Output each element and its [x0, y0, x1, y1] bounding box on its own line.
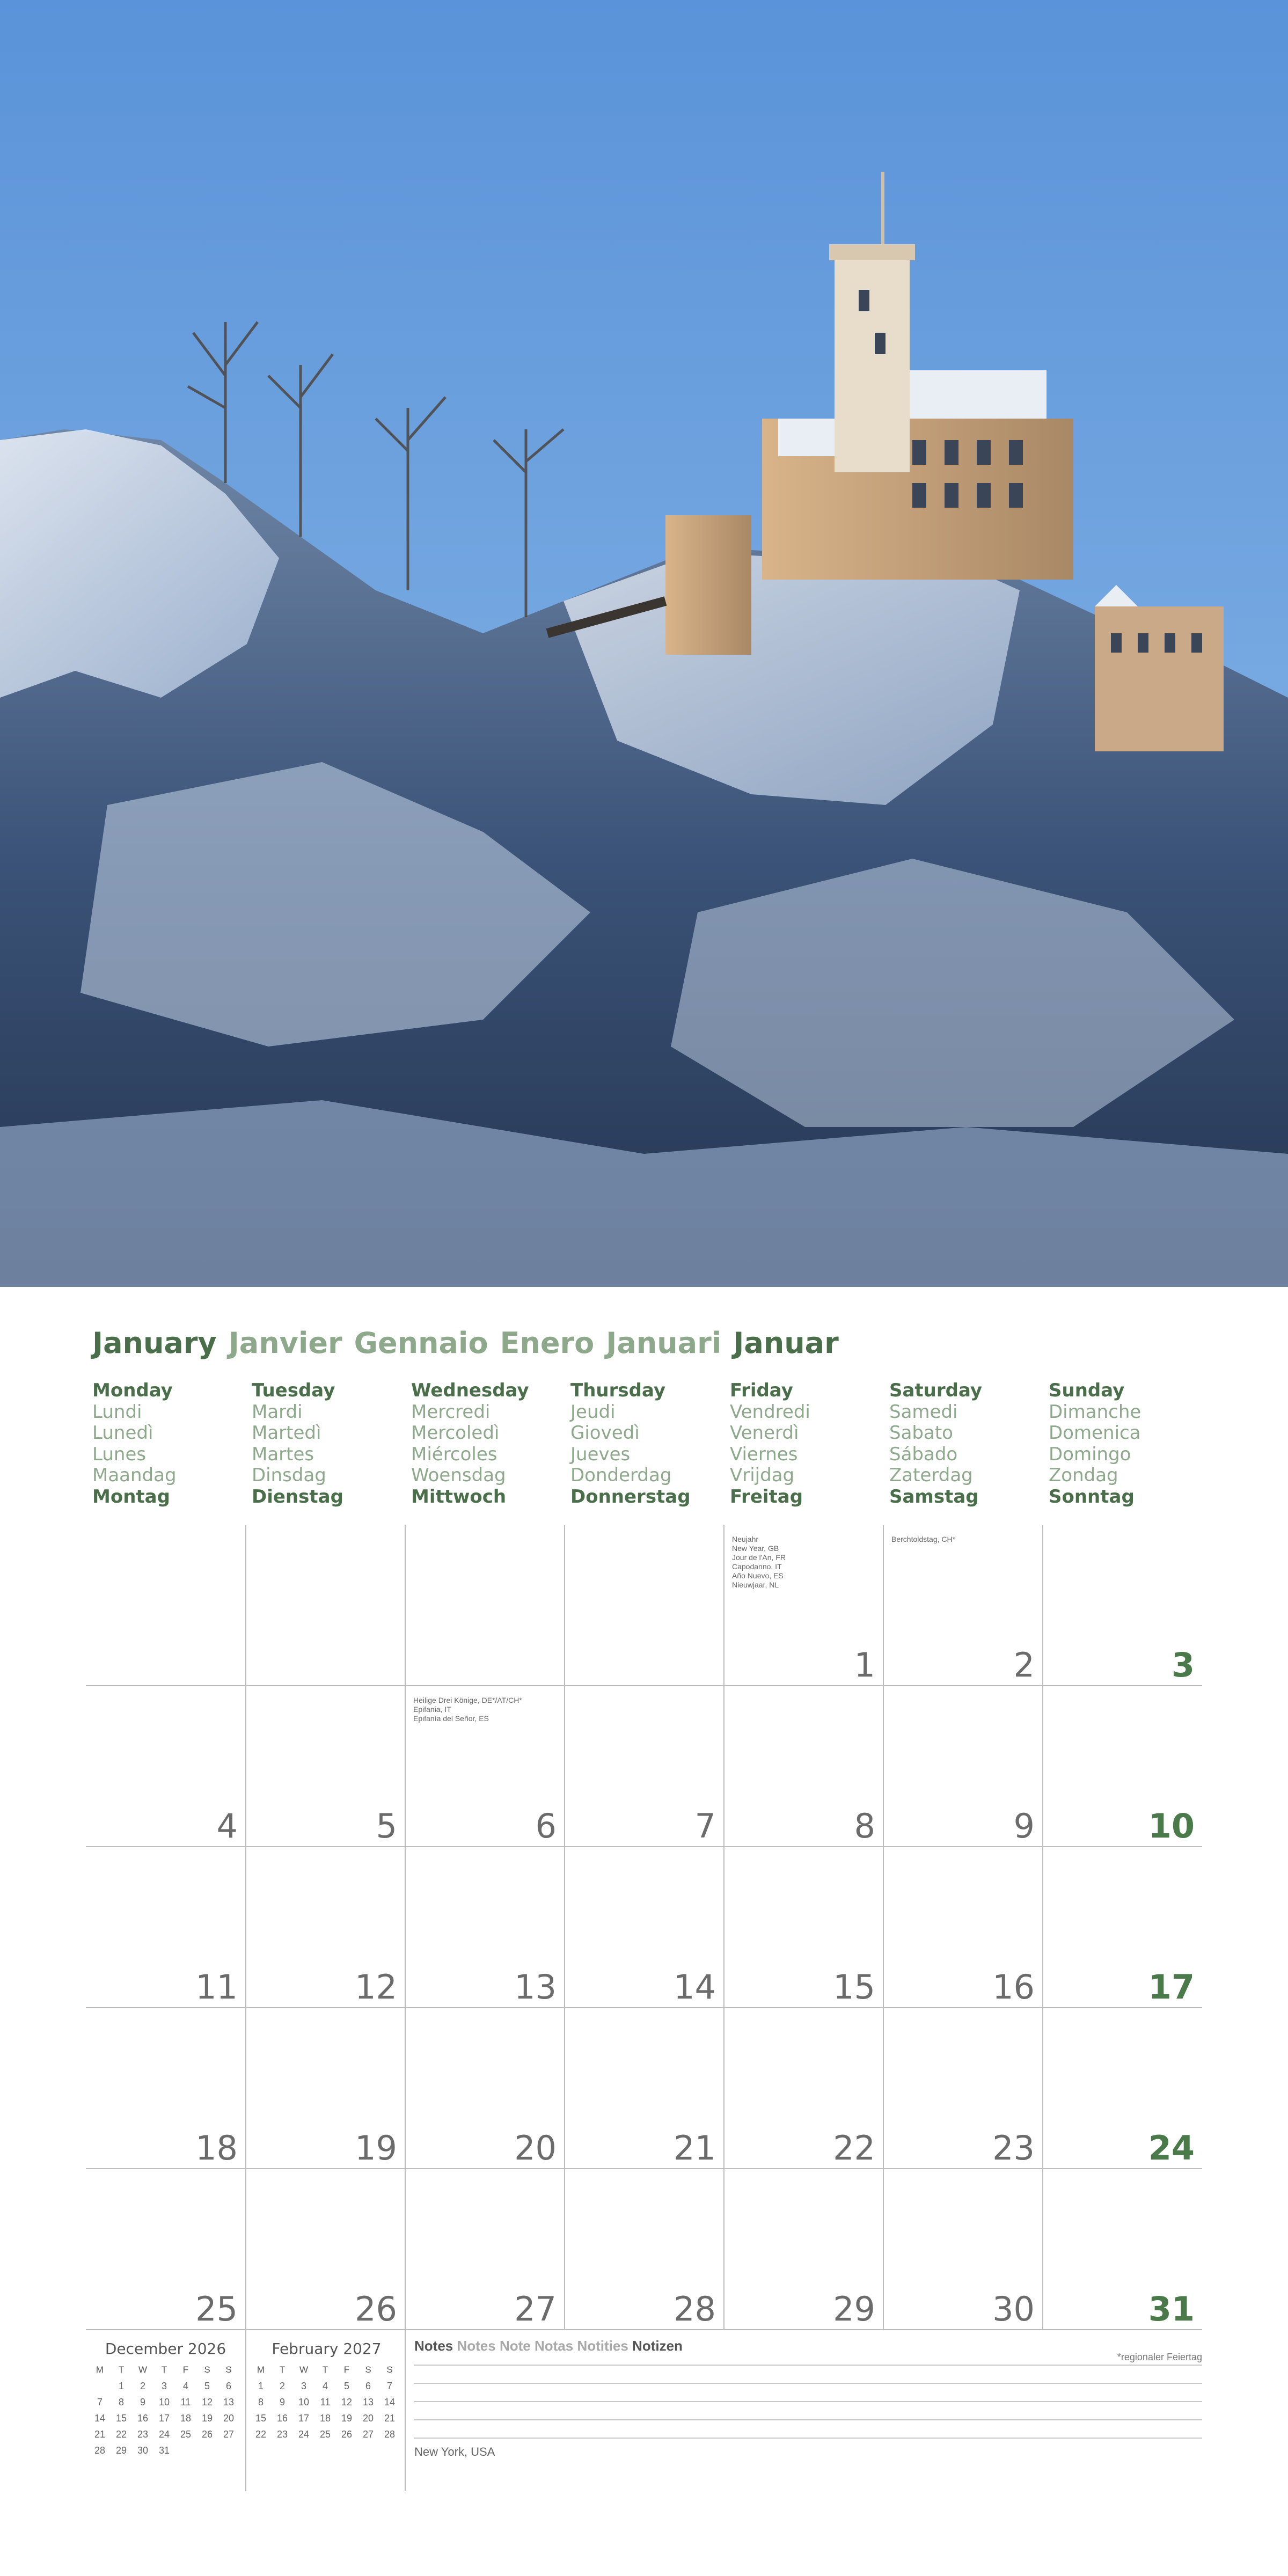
holiday-line: Heilige Drei Könige, DE*/AT/CH* [413, 1696, 522, 1704]
day-cell [245, 1525, 405, 1686]
notes-label: Notities [577, 2338, 628, 2354]
weekday-name-es: Domingo [1049, 1443, 1131, 1465]
mini-calendar-day: 1 [258, 2380, 264, 2391]
mini-calendar-day: 12 [341, 2396, 353, 2407]
notes-line [414, 2365, 1202, 2366]
weekday-name-nl: Maandag [92, 1465, 177, 1486]
holiday-line: Año Nuevo, ES [732, 1571, 784, 1580]
mini-calendar-previous [86, 2340, 245, 2458]
mini-calendar-day: 2 [279, 2380, 285, 2391]
holiday-line: Epifanía del Señor, ES [413, 1714, 489, 1723]
mini-calendar-weekday: S [365, 2365, 371, 2375]
mini-calendar-weekday: W [138, 2365, 148, 2375]
day-cell [86, 2169, 245, 2330]
mini-calendar-title: December 2026 [105, 2340, 226, 2358]
mini-calendar-day: 24 [298, 2428, 310, 2440]
day-cell [245, 1686, 405, 1847]
mini-calendar-day: 23 [137, 2428, 149, 2440]
mini-calendar-day: 2 [140, 2380, 145, 2391]
mini-calendar-day: 25 [319, 2428, 331, 2440]
weekday-column [883, 1380, 1042, 1507]
weekday-name-fr: Vendredi [730, 1401, 810, 1423]
day-cell [723, 1847, 883, 2008]
holiday-line: Neujahr [732, 1535, 759, 1543]
day-cell [883, 1847, 1042, 2008]
mini-calendar-row [89, 2410, 239, 2426]
mini-calendar-row [250, 2410, 400, 2426]
mini-calendar-day: 8 [258, 2396, 264, 2407]
mini-calendar-row [89, 2378, 239, 2394]
mini-calendar-day: 26 [341, 2428, 353, 2440]
weekday-name-es: Jueves [570, 1443, 631, 1465]
holiday-line: New Year, GB [732, 1544, 779, 1553]
day-cell [405, 1847, 564, 2008]
weekday-name-nl: Zondag [1049, 1465, 1118, 1486]
weekday-name-fr: Jeudi [570, 1401, 616, 1423]
photo-caption: New York, USA [414, 2445, 495, 2458]
mini-calendar-header-row [89, 2362, 239, 2378]
weekday-name-it: Martedì [252, 1422, 321, 1444]
day-cell [1042, 2169, 1202, 2330]
mini-calendar-row [89, 2442, 239, 2458]
weekday-name-it: Mercoledì [411, 1422, 500, 1444]
notes-line [414, 2419, 1202, 2420]
mini-calendar-day: 3 [301, 2380, 306, 2391]
notes-label: Notes [414, 2338, 453, 2354]
mini-calendar-day [175, 2442, 196, 2458]
day-cell [883, 2169, 1042, 2330]
mini-calendar-day: 20 [362, 2412, 374, 2424]
weekday-name-nl: Dinsdag [252, 1465, 326, 1486]
footnote: *regionaler Feiertag [1117, 2352, 1202, 2362]
castle-photo [0, 0, 1288, 1287]
notes-area [414, 2338, 1202, 2477]
day-number: 7 [694, 1806, 716, 1846]
mini-calendar-table [250, 2362, 400, 2442]
weekday-name-de: Mittwoch [411, 1485, 507, 1507]
holiday-line: Jour de l'An, FR [732, 1553, 786, 1562]
mini-calendar-row [89, 2426, 239, 2442]
mini-calendar-row [250, 2394, 400, 2410]
mini-calendar-day: 27 [223, 2428, 235, 2440]
mini-calendar-day: 24 [158, 2428, 170, 2440]
mini-calendar-day: 22 [115, 2428, 127, 2440]
weekday-name-es: Martes [252, 1443, 314, 1465]
weekday-name-en: Saturday [889, 1380, 983, 1401]
mini-calendar-day: 3 [161, 2380, 167, 2391]
mini-calendar-weekday: M [257, 2365, 265, 2375]
mini-calendar-day: 31 [158, 2445, 170, 2456]
day-number: 13 [514, 1967, 557, 2007]
weekday-name-de: Dienstag [252, 1485, 343, 1507]
day-cell [883, 2008, 1042, 2169]
day-number: 10 [1148, 1806, 1195, 1846]
mini-calendar-day: 5 [343, 2380, 349, 2391]
weekday-name-es: Miércoles [411, 1443, 497, 1465]
weekday-name-fr: Mercredi [411, 1401, 491, 1423]
mini-calendar-weekday: T [118, 2365, 125, 2375]
mini-calendar-weekday: S [386, 2365, 393, 2375]
mini-calendar-day: 5 [204, 2380, 210, 2391]
day-number: 15 [833, 1967, 875, 2007]
day-cell [723, 2008, 883, 2169]
day-number: 9 [1013, 1806, 1035, 1846]
weekday-name-es: Sábado [889, 1443, 958, 1465]
mini-calendar-weekday: T [279, 2365, 286, 2375]
mini-calendar-weekday: M [96, 2365, 104, 2375]
day-cell [883, 1686, 1042, 1847]
day-cell [245, 2008, 405, 2169]
day-number: 22 [833, 2128, 875, 2168]
mini-calendar-day [218, 2442, 239, 2458]
mini-calendar-weekday: W [299, 2365, 309, 2375]
mini-calendar-day: 16 [276, 2412, 288, 2424]
day-number: 20 [514, 2128, 557, 2168]
weekday-name-it: Giovedì [570, 1422, 640, 1444]
day-number: 3 [1171, 1645, 1195, 1685]
day-number: 6 [535, 1806, 557, 1846]
month-de: Januar [733, 1326, 839, 1360]
bottom-area [86, 2330, 1202, 2491]
mini-calendar-table [89, 2362, 239, 2458]
mini-calendar-day: 26 [201, 2428, 213, 2440]
mini-calendar-day: 28 [94, 2445, 106, 2456]
mini-calendar-day: 17 [298, 2412, 310, 2424]
day-number: 28 [674, 2289, 716, 2329]
mini-calendar-day: 22 [255, 2428, 267, 2440]
weekday-column [564, 1380, 723, 1507]
day-cell [564, 2008, 723, 2169]
mini-calendar-day: 27 [362, 2428, 374, 2440]
day-cell [723, 1525, 883, 1686]
mini-calendar-day: 17 [158, 2412, 170, 2424]
day-number: 16 [992, 1967, 1035, 2007]
mini-calendar-day: 25 [180, 2428, 192, 2440]
holiday-line: Epifania, IT [413, 1705, 451, 1714]
day-cell [405, 2008, 564, 2169]
mini-calendar-weekday: S [225, 2365, 232, 2375]
day-cell [723, 2169, 883, 2330]
mini-calendar-day: 20 [223, 2412, 235, 2424]
mini-calendar-weekday: T [322, 2365, 328, 2375]
mini-calendar-header-row [250, 2362, 400, 2378]
mini-calendar-day: 21 [384, 2412, 396, 2424]
holiday-line: Berchtoldstag, CH* [891, 1535, 956, 1543]
mini-calendar-day: 10 [158, 2396, 170, 2407]
day-cell [245, 1847, 405, 2008]
notes-line [414, 2438, 1202, 2439]
day-number: 11 [195, 1967, 238, 2007]
mini-calendar-day: 11 [320, 2396, 331, 2407]
day-cell [86, 2008, 245, 2169]
day-number: 25 [195, 2289, 238, 2329]
month-fr: Janvier [228, 1326, 342, 1360]
day-cell [723, 1686, 883, 1847]
mini-calendar-day: 4 [182, 2380, 188, 2391]
day-cell [405, 2169, 564, 2330]
weekday-column [405, 1380, 564, 1507]
day-cell [883, 1525, 1042, 1686]
day-number: 8 [854, 1806, 875, 1846]
notes-line [414, 2401, 1202, 2402]
day-cell [564, 1525, 723, 1686]
weekday-column [245, 1380, 404, 1507]
mini-calendar-day: 29 [115, 2445, 127, 2456]
day-number: 30 [992, 2289, 1035, 2329]
notes-line [414, 2383, 1202, 2384]
notes-label: Notes [457, 2338, 496, 2354]
month-header [92, 1326, 851, 1360]
mini-calendar-day: 16 [137, 2412, 149, 2424]
notes-label: Note [499, 2338, 531, 2354]
month-es: Enero [500, 1326, 595, 1360]
divider [405, 2330, 406, 2491]
weekday-name-en: Tuesday [252, 1380, 335, 1401]
mini-calendar-day: 28 [384, 2428, 396, 2440]
mini-calendar-day: 12 [201, 2396, 213, 2407]
calendar-grid [86, 1525, 1202, 2330]
mini-calendar-row [250, 2426, 400, 2442]
mini-calendar-weekday: F [343, 2365, 350, 2375]
weekday-name-it: Sabato [889, 1422, 953, 1444]
mini-calendar-day: 14 [384, 2396, 396, 2407]
day-cell [1042, 1847, 1202, 2008]
weekday-name-de: Montag [92, 1485, 170, 1507]
day-cell [86, 1686, 245, 1847]
day-number: 31 [1148, 2289, 1195, 2329]
mini-calendar-day [196, 2442, 218, 2458]
mini-calendar-day: 9 [279, 2396, 285, 2407]
day-number: 27 [514, 2289, 557, 2329]
day-cell [86, 1847, 245, 2008]
weekday-name-fr: Lundi [92, 1401, 142, 1423]
weekday-name-en: Wednesday [411, 1380, 529, 1401]
mini-calendar-day: 21 [94, 2428, 106, 2440]
day-number: 2 [1013, 1645, 1035, 1685]
weekday-name-de: Donnerstag [570, 1485, 691, 1507]
mini-calendar-day: 1 [118, 2380, 124, 2391]
holiday-note [732, 1535, 877, 1590]
day-number: 17 [1148, 1967, 1195, 2007]
day-number: 29 [833, 2289, 875, 2329]
day-number: 21 [674, 2128, 716, 2168]
mini-calendar-day: 14 [94, 2412, 106, 2424]
mini-calendar-day: 6 [225, 2380, 231, 2391]
notes-heading [414, 2338, 1202, 2354]
mini-calendar-day: 9 [140, 2396, 145, 2407]
weekday-name-es: Viernes [730, 1443, 798, 1465]
day-number: 1 [854, 1645, 875, 1685]
holiday-line: Capodanno, IT [732, 1562, 782, 1571]
month-en: January [92, 1326, 217, 1360]
mini-calendar-day: 13 [362, 2396, 374, 2407]
weekday-name-nl: Woensdag [411, 1465, 506, 1486]
day-cell [1042, 1525, 1202, 1686]
day-number: 12 [355, 1967, 397, 2007]
day-number: 26 [355, 2289, 397, 2329]
mini-calendar-next [247, 2340, 406, 2442]
day-cell [564, 1847, 723, 2008]
weekday-name-nl: Zaterdag [889, 1465, 973, 1486]
weekday-name-fr: Mardi [252, 1401, 303, 1423]
holiday-note [891, 1535, 1036, 1544]
mini-calendar-weekday: T [161, 2365, 167, 2375]
weekday-column [1042, 1380, 1201, 1507]
mini-calendar-day: 7 [97, 2396, 103, 2407]
mini-calendar-day: 10 [298, 2396, 310, 2407]
day-cell [245, 2169, 405, 2330]
weekday-name-fr: Dimanche [1049, 1401, 1141, 1423]
day-number: 24 [1148, 2128, 1195, 2168]
mini-calendar-day: 4 [322, 2380, 328, 2391]
mini-calendar-day: 6 [365, 2380, 371, 2391]
notes-label: Notas [534, 2338, 574, 2354]
weekday-column [86, 1380, 245, 1507]
day-cell [405, 1686, 564, 1847]
weekday-name-en: Friday [730, 1380, 793, 1401]
weekday-name-it: Lunedì [92, 1422, 153, 1444]
mini-calendar-day: 15 [115, 2412, 127, 2424]
weekday-name-en: Monday [92, 1380, 173, 1401]
mini-calendar-day: 13 [223, 2396, 235, 2407]
day-cell [1042, 1686, 1202, 1847]
day-number: 23 [992, 2128, 1035, 2168]
weekday-header [86, 1380, 1202, 1520]
weekday-name-nl: Vrijdag [730, 1465, 795, 1486]
mini-calendar-weekday: F [182, 2365, 189, 2375]
weekday-name-it: Domenica [1049, 1422, 1141, 1444]
weekday-name-fr: Samedi [889, 1401, 958, 1423]
month-it: Gennaio [354, 1326, 488, 1360]
day-cell [564, 2169, 723, 2330]
weekday-name-de: Samstag [889, 1485, 979, 1507]
day-number: 18 [195, 2128, 238, 2168]
day-cell [1042, 2008, 1202, 2169]
weekday-name-nl: Donderdag [570, 1465, 672, 1486]
mini-calendar-day: 30 [137, 2445, 149, 2456]
mini-calendar-row [250, 2378, 400, 2394]
weekday-name-it: Venerdì [730, 1422, 799, 1444]
mini-calendar-day: 18 [180, 2412, 192, 2424]
mini-calendar-day: 19 [341, 2412, 353, 2424]
mini-calendar-day: 18 [319, 2412, 331, 2424]
mini-calendar-day: 23 [276, 2428, 288, 2440]
weekday-name-de: Freitag [730, 1485, 803, 1507]
mini-calendar-day: 8 [118, 2396, 124, 2407]
weekday-name-en: Sunday [1049, 1380, 1125, 1401]
mini-calendar-day: 15 [255, 2412, 267, 2424]
mini-calendar-title: February 2027 [272, 2340, 382, 2358]
month-nl: Januari [606, 1326, 722, 1360]
day-number: 5 [376, 1806, 397, 1846]
mini-calendar-day: 11 [180, 2396, 191, 2407]
weekday-name-en: Thursday [570, 1380, 666, 1401]
day-cell [86, 1525, 245, 1686]
mini-calendar-day: 19 [201, 2412, 213, 2424]
day-number: 19 [355, 2128, 397, 2168]
divider [245, 2330, 246, 2491]
mini-calendar-weekday: S [204, 2365, 210, 2375]
weekday-name-de: Sonntag [1049, 1485, 1135, 1507]
day-number: 14 [674, 1967, 716, 2007]
mini-calendar-row [89, 2394, 239, 2410]
day-number: 4 [216, 1806, 238, 1846]
weekday-name-es: Lunes [92, 1443, 147, 1465]
day-cell [405, 1525, 564, 1686]
day-cell [564, 1686, 723, 1847]
mini-calendar-day: 7 [386, 2380, 392, 2391]
mini-calendar-day [89, 2378, 111, 2394]
weekday-column [723, 1380, 882, 1507]
holiday-line: Nieuwjaar, NL [732, 1580, 779, 1589]
notes-label: Notizen [632, 2338, 683, 2354]
holiday-note [413, 1696, 558, 1723]
